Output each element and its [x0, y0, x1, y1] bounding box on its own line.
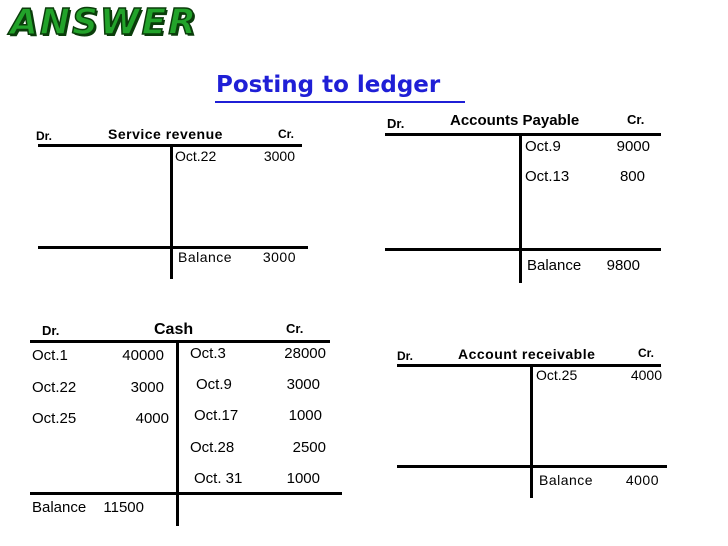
- entry-amount: 3000: [130, 379, 164, 396]
- entry-date: Oct.25: [32, 410, 77, 427]
- entry-date: Oct.9: [525, 138, 561, 155]
- t-account-top-line: [385, 133, 661, 136]
- balance-label: Balance: [32, 499, 87, 516]
- balance-line: [385, 248, 661, 251]
- entry-amount: 4000: [135, 410, 169, 427]
- entry-date: Oct.28: [190, 439, 235, 456]
- t-account-divider: [176, 340, 179, 526]
- balance-label: Balance: [527, 257, 582, 274]
- balance-line: [30, 492, 342, 495]
- credit-entry: [194, 470, 320, 487]
- title-underline: [215, 101, 465, 103]
- entry-date: Oct.3: [190, 345, 226, 362]
- account-title: Cash: [154, 321, 194, 338]
- entry-amount: 1000: [286, 470, 320, 487]
- entry-amount: 28000: [284, 345, 326, 362]
- dr-label: Dr.: [397, 349, 414, 363]
- balance-line: [397, 465, 667, 468]
- balance-entry: [178, 249, 296, 265]
- entry-date: Oct.25: [536, 367, 578, 383]
- credit-entry: [536, 367, 662, 383]
- entry-amount: 3000: [286, 376, 320, 393]
- debit-entry: [32, 379, 164, 396]
- credit-entry: [525, 138, 650, 155]
- debit-entry: [32, 347, 164, 364]
- t-account-divider: [170, 144, 173, 279]
- cash-account: [30, 318, 342, 528]
- balance-entry: [32, 499, 144, 516]
- account-title: Service revenue: [108, 126, 223, 142]
- balance-entry: [527, 257, 640, 274]
- account-title: Account receivable: [458, 346, 596, 362]
- entry-amount: 800: [619, 168, 645, 185]
- credit-entry: [525, 168, 645, 185]
- answer-heading: ANSWER: [10, 2, 198, 43]
- credit-entry: [194, 407, 322, 424]
- cr-label: Cr.: [627, 112, 645, 127]
- entry-amount: 2500: [292, 439, 326, 456]
- entry-date: Oct. 31: [194, 470, 243, 487]
- entry-date: Oct.22: [32, 379, 77, 396]
- balance-entry: [539, 472, 659, 488]
- entry-date: Oct.22: [175, 148, 217, 164]
- dr-label: Dr.: [36, 129, 53, 143]
- entry-amount: 40000: [122, 347, 164, 364]
- entry-amount: 3000: [263, 148, 295, 164]
- balance-label: Balance: [539, 472, 594, 488]
- balance-amount: 3000: [262, 249, 296, 265]
- page-title: Posting to ledger: [216, 72, 441, 98]
- entry-date: Oct.17: [194, 407, 239, 424]
- cr-label: Cr.: [638, 346, 655, 360]
- balance-label: Balance: [178, 249, 233, 265]
- dr-label: Dr.: [387, 116, 405, 131]
- dr-label: Dr.: [42, 323, 60, 338]
- t-account-divider: [519, 133, 522, 283]
- cr-label: Cr.: [278, 127, 295, 141]
- entry-amount: 1000: [288, 407, 322, 424]
- account-title: Accounts Payable: [450, 112, 580, 129]
- balance-amount: 9800: [606, 257, 640, 274]
- balance-amount: 4000: [625, 472, 659, 488]
- credit-entry: [196, 376, 320, 393]
- credit-entry: [190, 345, 326, 362]
- accounts-payable-account: [385, 110, 665, 285]
- entry-date: Oct.1: [32, 347, 68, 364]
- entry-amount: 4000: [630, 367, 662, 383]
- t-account-divider: [530, 364, 533, 498]
- account-receivable-account: [397, 345, 667, 500]
- balance-amount: 11500: [103, 499, 144, 516]
- entry-date: Oct.9: [196, 376, 232, 393]
- entry-amount: 9000: [616, 138, 650, 155]
- credit-entry: [175, 148, 295, 164]
- t-account-top-line: [30, 340, 330, 343]
- cr-label: Cr.: [286, 321, 304, 336]
- service-revenue-account: [38, 122, 308, 282]
- credit-entry: [190, 439, 326, 456]
- entry-date: Oct.13: [525, 168, 570, 185]
- debit-entry: [32, 410, 169, 427]
